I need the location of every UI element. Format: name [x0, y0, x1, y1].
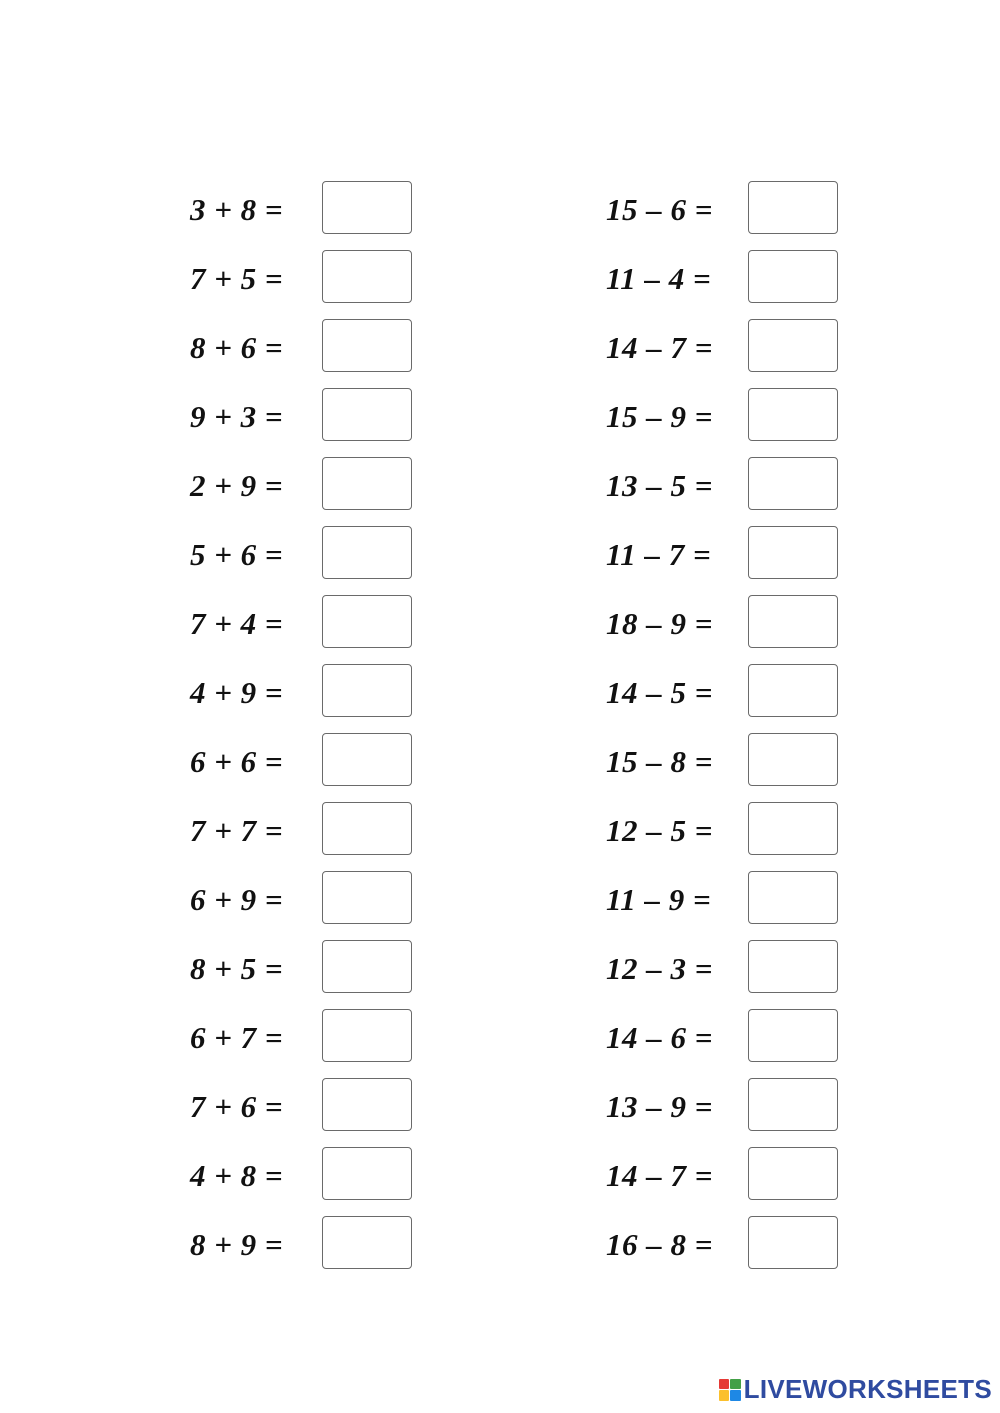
equation-text: 6 + 7 = [190, 1020, 284, 1055]
equation-text: 14 – 6 = [606, 1020, 713, 1055]
answer-box[interactable] [322, 733, 412, 786]
equation-text: 14 – 7 = [606, 1158, 713, 1193]
answer-box[interactable] [322, 1078, 412, 1131]
answer-box[interactable] [748, 1078, 838, 1131]
answer-box[interactable] [322, 1009, 412, 1062]
answer-box[interactable] [322, 940, 412, 993]
logo-square-green [730, 1379, 741, 1390]
equation-text: 8 + 6 = [190, 330, 284, 365]
answer-box[interactable] [322, 526, 412, 579]
equation-text: 8 + 9 = [190, 1227, 284, 1262]
equation-text: 16 – 8 = [606, 1227, 713, 1262]
equation-text: 7 + 4 = [190, 606, 284, 641]
equation-text: 18 – 9 = [606, 606, 713, 641]
equation-text: 7 + 7 = [190, 813, 284, 848]
answer-box[interactable] [322, 664, 412, 717]
answer-box[interactable] [748, 802, 838, 855]
equation-text: 12 – 3 = [606, 951, 713, 986]
equation-text: 3 + 8 = [190, 192, 284, 227]
logo-square-yellow [719, 1390, 730, 1401]
answer-box[interactable] [322, 181, 412, 234]
answer-box[interactable] [322, 802, 412, 855]
equation-text: 9 + 3 = [190, 399, 284, 434]
answer-box[interactable] [748, 733, 838, 786]
equation-text: 4 + 8 = [190, 1158, 284, 1193]
answer-box[interactable] [748, 1147, 838, 1200]
equation-text: 6 + 9 = [190, 882, 284, 917]
equation-text: 12 – 5 = [606, 813, 713, 848]
equation-text: 11 – 7 = [606, 537, 712, 572]
liveworksheets-logo-icon [719, 1379, 741, 1401]
equation-text: 11 – 4 = [606, 261, 712, 296]
equation-text: 7 + 6 = [190, 1089, 284, 1124]
answer-box[interactable] [322, 457, 412, 510]
equation-text: 5 + 6 = [190, 537, 284, 572]
answer-box[interactable] [748, 664, 838, 717]
answer-box[interactable] [322, 250, 412, 303]
equation-text: 15 – 6 = [606, 192, 713, 227]
equation-text: 15 – 8 = [606, 744, 713, 779]
answer-box[interactable] [748, 1216, 838, 1269]
answer-box[interactable] [322, 595, 412, 648]
answer-box[interactable] [748, 319, 838, 372]
answer-box[interactable] [748, 871, 838, 924]
answer-box[interactable] [322, 1216, 412, 1269]
logo-text: LIVEWORKSHEETS [743, 1374, 992, 1404]
answer-box[interactable] [322, 388, 412, 441]
answer-box[interactable] [748, 388, 838, 441]
logo-square-blue [730, 1390, 741, 1401]
answer-box[interactable] [748, 250, 838, 303]
answer-box[interactable] [748, 526, 838, 579]
answer-box[interactable] [748, 181, 838, 234]
equation-text: 13 – 5 = [606, 468, 713, 503]
answer-box[interactable] [322, 871, 412, 924]
answer-box[interactable] [322, 1147, 412, 1200]
equation-text: 4 + 9 = [190, 675, 284, 710]
answer-box[interactable] [748, 940, 838, 993]
answer-box[interactable] [748, 595, 838, 648]
equation-text: 13 – 9 = [606, 1089, 713, 1124]
liveworksheets-logo [719, 1374, 992, 1405]
answer-box[interactable] [748, 457, 838, 510]
equation-text: 7 + 5 = [190, 261, 284, 296]
logo-square-red [719, 1379, 730, 1390]
equation-text: 2 + 9 = [190, 468, 284, 503]
equation-text: 14 – 7 = [606, 330, 713, 365]
answer-box[interactable] [748, 1009, 838, 1062]
equation-text: 6 + 6 = [190, 744, 284, 779]
equation-text: 15 – 9 = [606, 399, 713, 434]
equation-text: 8 + 5 = [190, 951, 284, 986]
equation-text: 11 – 9 = [606, 882, 712, 917]
answer-box[interactable] [322, 319, 412, 372]
equation-text: 14 – 5 = [606, 675, 713, 710]
